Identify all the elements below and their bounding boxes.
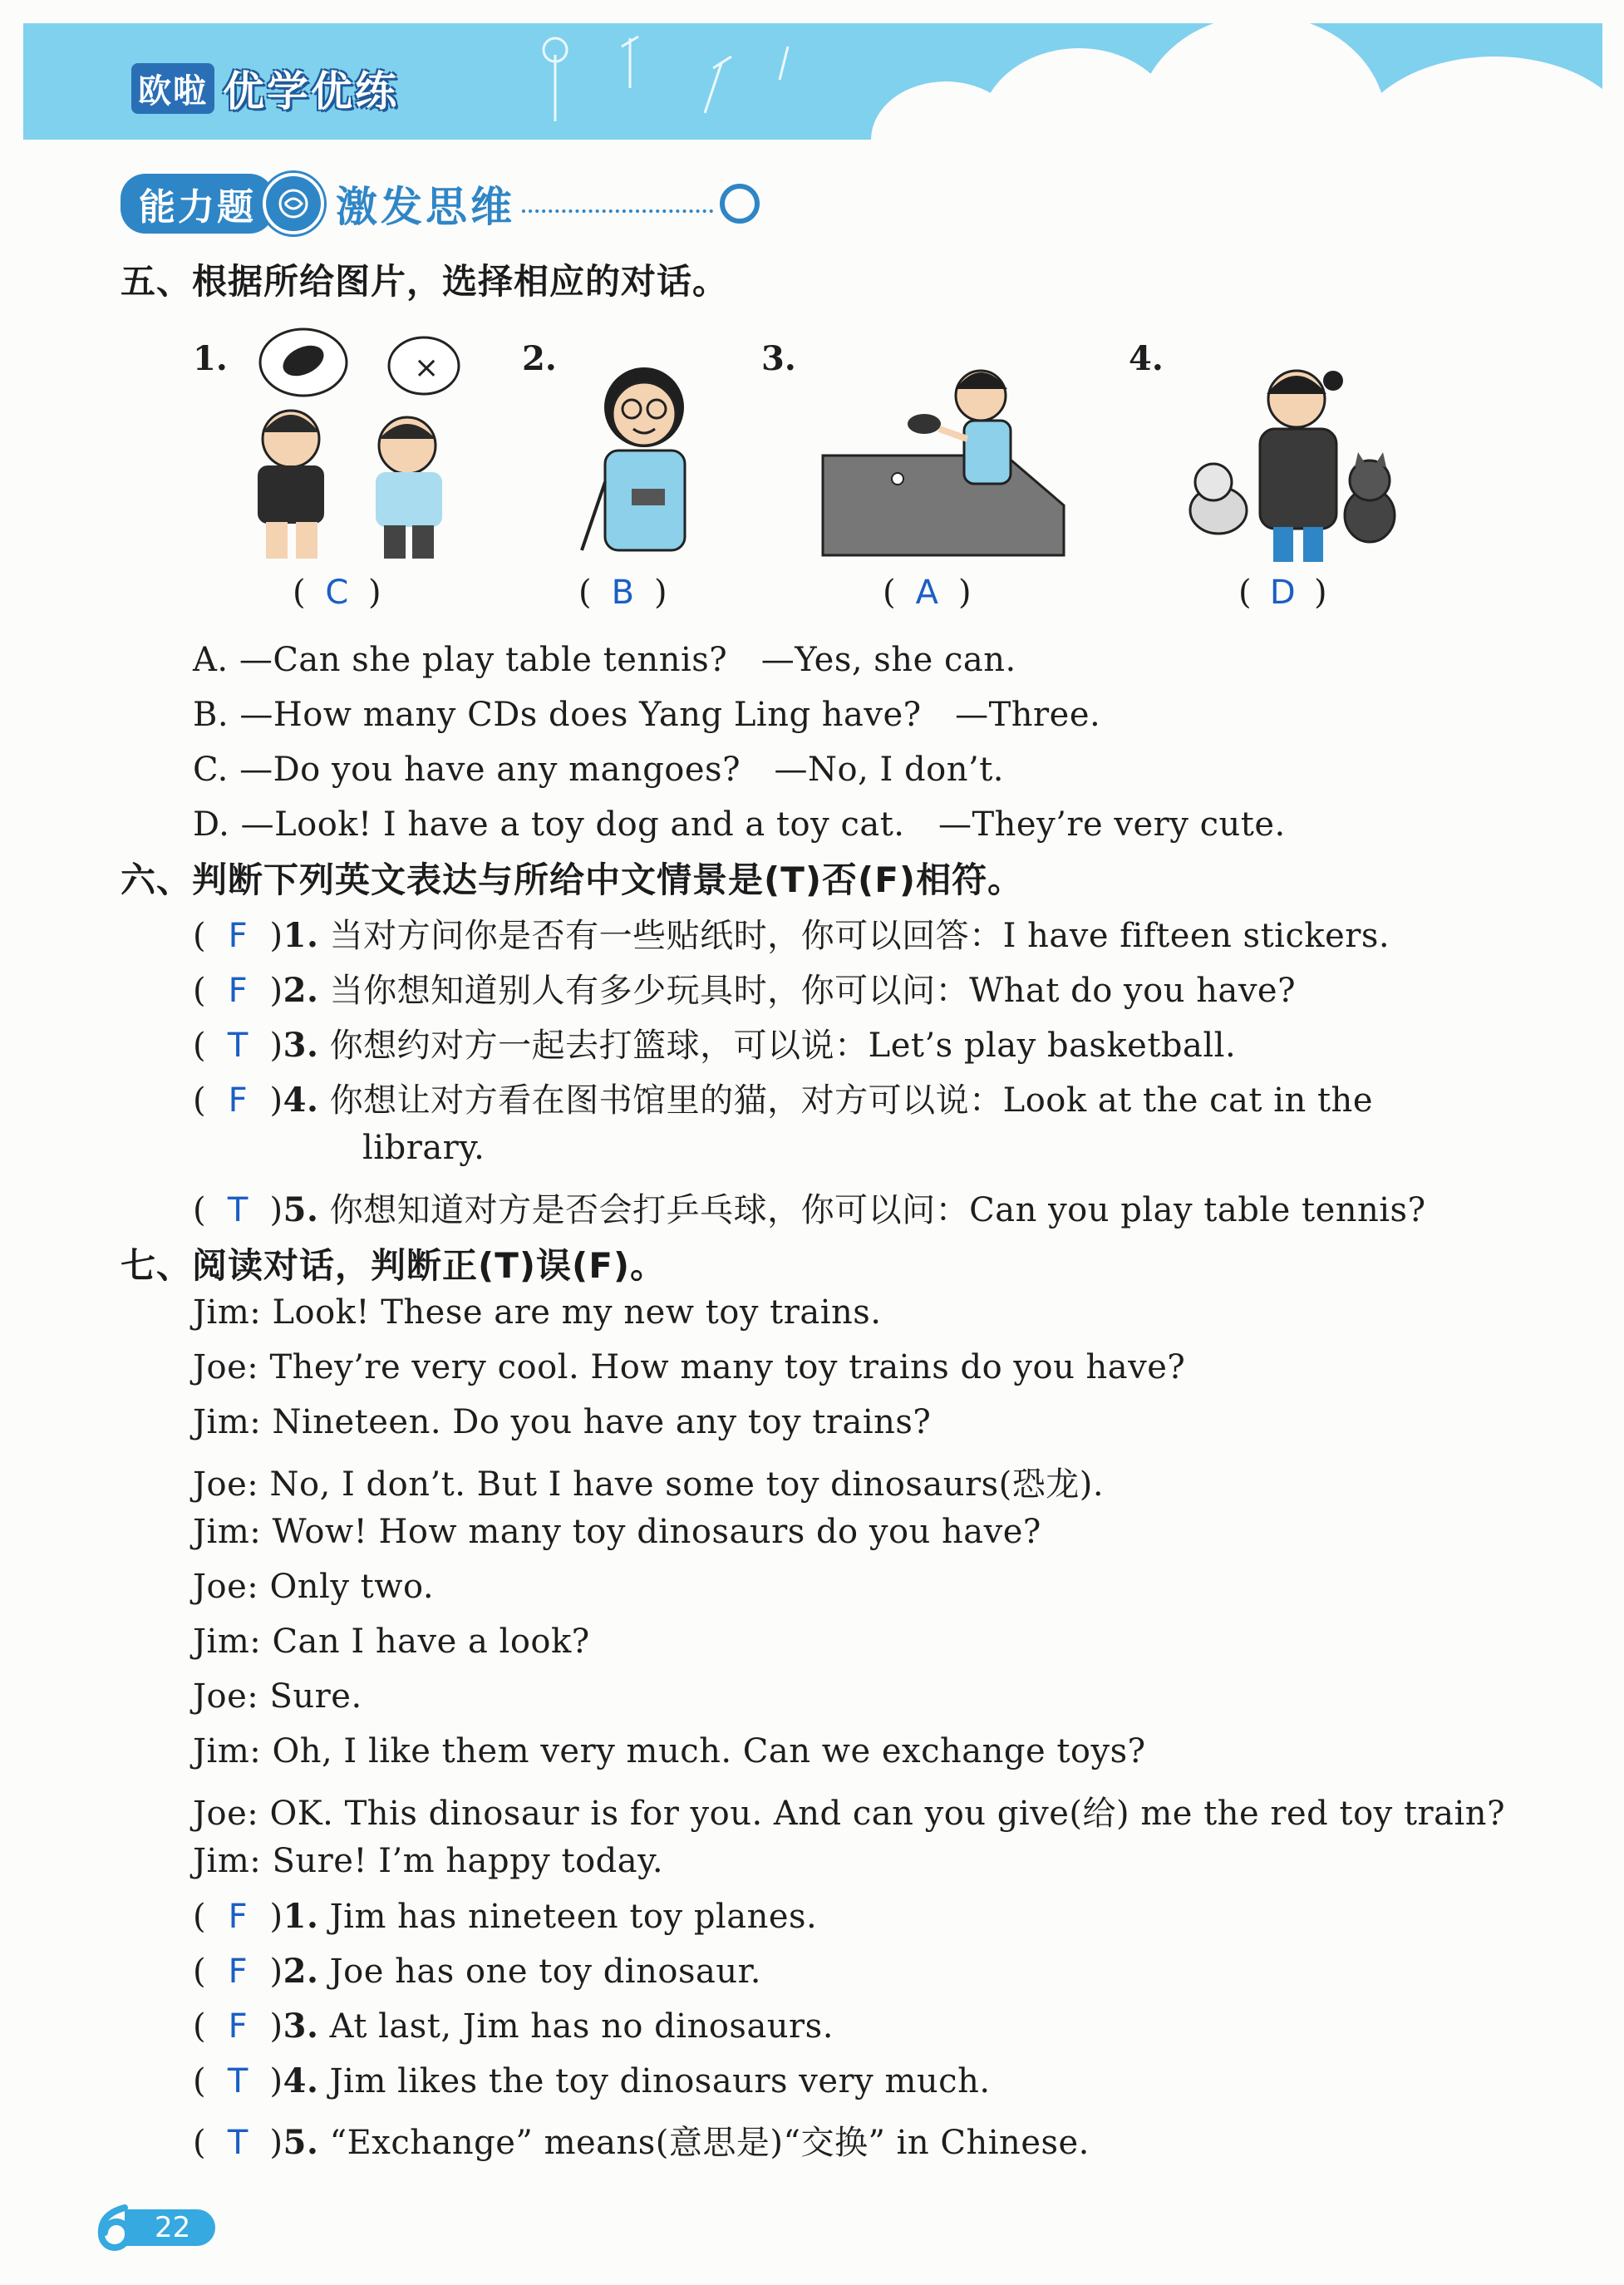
- option-c: C. —Do you have any mangoes? —No, I don’t.: [193, 751, 1004, 789]
- item-text: Joe has one toy dinosaur.: [329, 1953, 762, 1991]
- item-number: 1.: [283, 1897, 319, 1936]
- item-number: 4.: [283, 2061, 319, 2100]
- answer-mark: F: [228, 2007, 249, 2046]
- answer-mark: F: [228, 1953, 249, 1991]
- judge-item: ( F )1. 当对方问你是否有一些贴纸时，你可以回答：I have fifteen stickers.: [193, 916, 1390, 955]
- picture-number: 3.: [761, 339, 796, 378]
- picture-table-tennis: [814, 356, 1072, 564]
- item-number: 2.: [283, 971, 319, 1010]
- brand-title: 优学优练: [223, 67, 399, 116]
- option-b: B. —How many CDs does Yang Ling have? —Three.: [193, 696, 1101, 734]
- answer-mark: F: [228, 972, 249, 1010]
- judge-item-continuation: library.: [362, 1129, 485, 1167]
- picture-answer-2: ( B ): [578, 574, 667, 612]
- item-text: 你想让对方看在图书馆里的猫，对方可以说：Look at the cat in the: [329, 1081, 1373, 1120]
- page-number: 22: [125, 2209, 215, 2246]
- option-d: D. —Look! I have a toy dog and a toy cat. —They’re very cute.: [193, 805, 1286, 844]
- brand-small: 欧啦: [131, 63, 214, 114]
- item-text: 你想约对方一起去打篮球，可以说：Let’s play basketball.: [329, 1027, 1237, 1065]
- picture-number: 2.: [522, 339, 557, 378]
- dialogue-line: Joe: Sure.: [193, 1677, 362, 1716]
- picture-answer-4: ( D ): [1238, 574, 1327, 612]
- section-5-title: 五、根据所给图片，选择相应的对话。: [121, 261, 729, 302]
- item-number: 2.: [283, 1952, 319, 1991]
- judge-item: ( T )3. 你想约对方一起去打篮球，可以说：Let’s play basketball.: [193, 1026, 1237, 1065]
- picture-number: 1.: [193, 339, 228, 378]
- item-number: 1.: [283, 916, 319, 955]
- picture-number: 4.: [1129, 339, 1164, 378]
- section-6-title: 六、判断下列英文表达与所给中文情景是(T)否(F)相符。: [121, 859, 1024, 900]
- item-number: 4.: [283, 1081, 319, 1120]
- section-7-title: 七、阅读对话，判断正(T)误(F)。: [121, 1245, 667, 1286]
- page-footer: [91, 2203, 215, 2253]
- dialogue-line: Joe: They’re very cool. How many toy trains do you have?: [193, 1348, 1186, 1386]
- answer-mark: B: [611, 574, 635, 612]
- answer-mark: C: [325, 574, 349, 612]
- item-number: 5.: [283, 1190, 319, 1229]
- cloud-shape: [1353, 57, 1602, 140]
- dialogue-line: Jim: Sure! I’m happy today.: [193, 1842, 664, 1880]
- dialogue-line: Jim: Look! These are my new toy trains.: [193, 1293, 882, 1332]
- picture-answer-3: ( A ): [883, 574, 972, 612]
- judge-item: ( F )4. 你想让对方看在图书馆里的猫，对方可以说：Look at the cat in the: [193, 1081, 1373, 1120]
- answer-mark: F: [228, 1898, 249, 1936]
- tf-item: ( F )1. Jim has nineteen toy planes.: [193, 1897, 818, 1936]
- tf-item: ( T )4. Jim likes the toy dinosaurs very much.: [193, 2061, 991, 2100]
- item-text: “Exchange” means(意思是)“交换” in Chinese.: [329, 2124, 1090, 2162]
- picture-dog-cat: [1180, 349, 1413, 565]
- item-number: 3.: [283, 2007, 319, 2046]
- dialogue-line: Joe: Only two.: [193, 1568, 435, 1606]
- picture-kids-mango: [233, 323, 474, 564]
- answer-mark: A: [915, 574, 939, 612]
- tf-item: ( F )2. Joe has one toy dinosaur.: [193, 1952, 762, 1991]
- item-text: 你想知道对方是否会打乒乓球，你可以问：Can you play table tennis?: [329, 1191, 1426, 1229]
- tf-item: ( T )5. “Exchange” means(意思是)“交换” in Chinese.: [193, 2123, 1090, 2162]
- picture-answer-1: ( C ): [293, 574, 381, 612]
- brain-icon: [263, 173, 324, 234]
- picture-girl-cds: [573, 349, 715, 565]
- section-heading: [121, 173, 760, 234]
- item-text: 当你想知道别人有多少玩具时，你可以问：What do you have?: [329, 972, 1297, 1010]
- item-text: At last, Jim has no dinosaurs.: [329, 2007, 834, 2046]
- skill-tag: 能力题: [121, 174, 274, 234]
- judge-item: ( T )5. 你想知道对方是否会打乒乓球，你可以问：Can you play table tennis?: [193, 1190, 1426, 1229]
- skill-subtitle: 激发思维: [336, 183, 515, 231]
- tf-item: ( F )3. At last, Jim has no dinosaurs.: [193, 2007, 834, 2046]
- svg-text:×: ×: [414, 351, 440, 385]
- item-text: 当对方问你是否有一些贴纸时，你可以回答：I have fifteen stickers.: [329, 917, 1390, 955]
- dialogue-line: Jim: Wow! How many toy dinosaurs do you have?: [193, 1513, 1041, 1551]
- dialogue-line: Joe: No, I don’t. But I have some toy dinosaurs(恐龙).: [193, 1465, 1105, 1504]
- answer-mark: F: [228, 1081, 249, 1120]
- item-text: Jim has nineteen toy planes.: [329, 1898, 818, 1936]
- dialogue-line: Joe: OK. This dinosaur is for you. And can you give(给) me the red toy train?: [193, 1795, 1506, 1833]
- answer-mark: T: [227, 1191, 249, 1229]
- judge-item: ( F )2. 当你想知道别人有多少玩具时，你可以问：What do you have?: [193, 971, 1297, 1010]
- answer-mark: T: [227, 2062, 249, 2100]
- header-banner: [23, 23, 1602, 140]
- option-a: A. —Can she play table tennis? —Yes, she can.: [193, 641, 1016, 679]
- item-number: 3.: [283, 1026, 319, 1065]
- item-number: 5.: [283, 2123, 319, 2162]
- answer-mark: T: [227, 2124, 249, 2162]
- dialogue-line: Jim: Nineteen. Do you have any toy trains?: [193, 1403, 932, 1441]
- dandelion-icon: [505, 30, 821, 130]
- dialogue-line: Jim: Can I have a look?: [193, 1623, 590, 1661]
- answer-mark: D: [1269, 574, 1296, 612]
- cloud-shape: [1137, 23, 1386, 140]
- dialogue-line: Jim: Oh, I like them very much. Can we exchange toys?: [193, 1732, 1146, 1770]
- item-text: Jim likes the toy dinosaurs very much.: [329, 2062, 991, 2100]
- answer-mark: F: [228, 917, 249, 955]
- answer-mark: T: [227, 1027, 249, 1065]
- dotted-divider: [522, 209, 713, 213]
- swirl-icon: [720, 184, 760, 224]
- brand-logo: [131, 58, 399, 118]
